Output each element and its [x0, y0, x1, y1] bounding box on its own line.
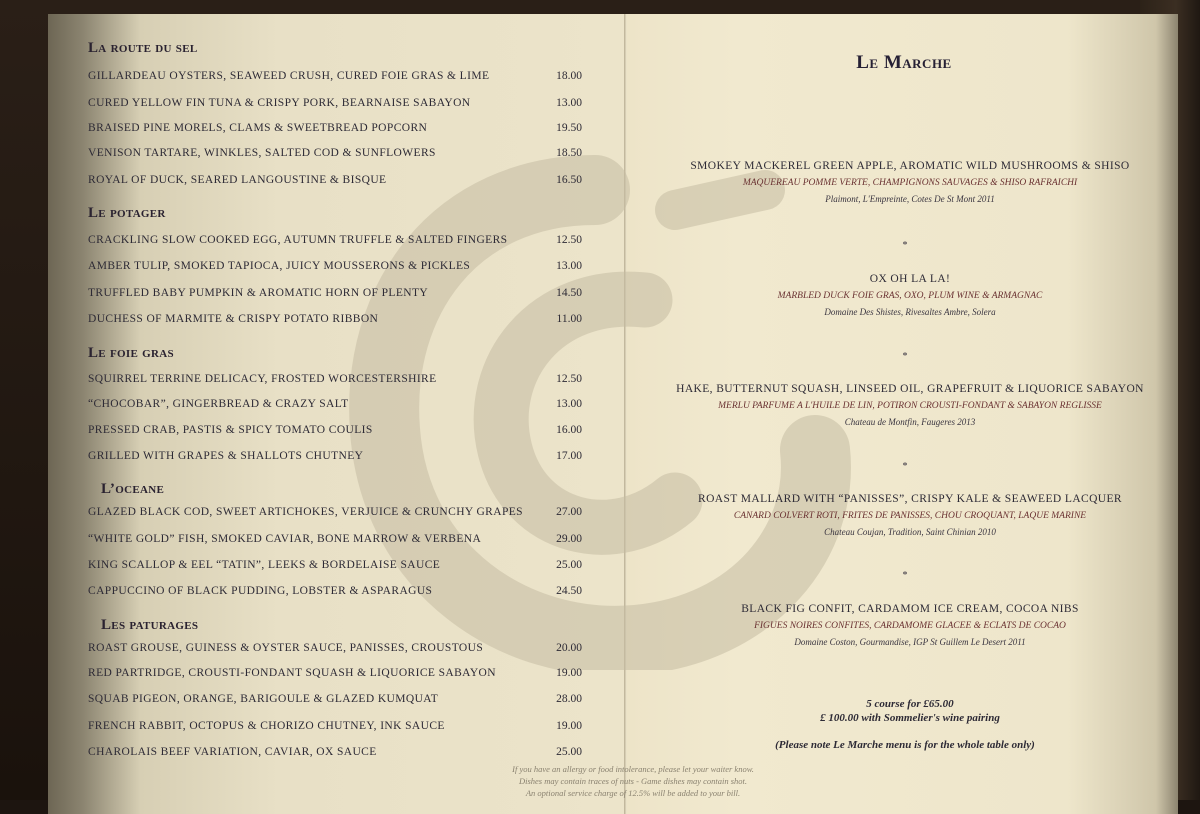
item-name: “WHITE GOLD” FISH, SMOKED CAVIAR, BONE MARROW & VERBENA: [88, 533, 482, 545]
tasting-price: 5 course for £65.00: [866, 698, 954, 710]
allergy-footnote: If you have an allergy or food intolerance, please let your waiter know.: [512, 764, 754, 774]
section-title-les-paturages: Les paturages: [101, 617, 199, 633]
item-name: CAPPUCCINO OF BLACK PUDDING, LOBSTER & ASPARAGUS: [88, 585, 433, 597]
item-price: 12.50: [556, 234, 582, 246]
course-5: [650, 603, 1170, 647]
item-name: ROYAL OF DUCK, SEARED LANGOUSTINE & BISQUE: [88, 174, 387, 186]
item-price: 14.50: [556, 287, 582, 299]
course-french-name: MARBLED DUCK FOIE GRAS, OXO, PLUM WINE & ARMAGNAC: [777, 291, 1043, 301]
course-wine-pairing: Chateau Coujan, Tradition, Saint Chinian 2010: [824, 527, 996, 537]
menu-item: [88, 70, 608, 88]
course-french-name: MERLU PARFUME A L'HUILE DE LIN, POTIRON CROUSTI-FONDANT & SABAYON REGLISSE: [718, 401, 1102, 411]
menu-item: [88, 287, 608, 305]
nuts-footnote: Dishes may contain traces of nuts - Game dishes may contain shot.: [518, 776, 748, 786]
menu-fold: [624, 14, 627, 814]
course-separator: *: [902, 570, 908, 581]
course-wine-pairing: Chateau de Montfin, Faugeres 2013: [844, 417, 976, 427]
item-name: TRUFFLED BABY PUMPKIN & AROMATIC HORN OF PLENTY: [88, 287, 429, 299]
item-price: 28.00: [556, 693, 582, 705]
course-name: OX OH LA LA!: [869, 273, 951, 285]
menu-item: [88, 506, 608, 524]
item-price: 29.00: [556, 533, 582, 545]
menu-item: [88, 373, 608, 391]
item-price: 25.00: [556, 559, 582, 571]
course-separator: *: [902, 240, 908, 251]
course-wine-pairing: Plaimont, L'Empreinte, Cotes De St Mont 2011: [825, 194, 995, 204]
item-name: GILLARDEAU OYSTERS, SEAWEED CRUSH, CURED FOIE GRAS & LIME: [88, 70, 490, 82]
item-name: AMBER TULIP, SMOKED TAPIOCA, JUICY MOUSSERONS & PICKLES: [88, 260, 471, 272]
course-separator: *: [902, 461, 908, 472]
menu-item: [88, 234, 608, 252]
menu-item: [88, 559, 608, 577]
item-name: DUCHESS OF MARMITE & CRISPY POTATO RIBBON: [88, 313, 379, 325]
item-price: 20.00: [556, 642, 582, 654]
item-name: SQUAB PIGEON, ORANGE, BARIGOULE & GLAZED KUMQUAT: [88, 693, 439, 705]
item-price: 17.00: [556, 450, 582, 462]
menu-item: [88, 585, 608, 603]
item-name: ROAST GROUSE, GUINESS & OYSTER SAUCE, PANISSES, CROUSTOUS: [88, 642, 484, 654]
item-name: GLAZED BLACK COD, SWEET ARTICHOKES, VERJUICE & CRUNCHY GRAPES: [88, 506, 523, 518]
course-4: [650, 493, 1170, 537]
menu-item: [88, 746, 608, 764]
whole-table-note: (Please note Le Marche menu is for the whole table only): [775, 739, 1035, 751]
menu-item: [88, 642, 608, 660]
menu-item: [88, 313, 608, 331]
item-name: BRAISED PINE MORELS, CLAMS & SWEETBREAD POPCORN: [88, 122, 428, 134]
course-2: [650, 273, 1170, 317]
menu-item: [88, 122, 608, 140]
menu-item: [88, 147, 608, 165]
item-name: GRILLED WITH GRAPES & SHALLOTS CHUTNEY: [88, 450, 364, 462]
menu-item: [88, 424, 608, 442]
section-title-le-potager: Le potager: [88, 205, 166, 221]
item-price: 27.00: [556, 506, 582, 518]
menu-item: [88, 260, 608, 278]
tasting-menu-title: Le Marche: [856, 52, 952, 73]
item-price: 13.00: [556, 398, 582, 410]
item-name: FRENCH RABBIT, OCTOPUS & CHORIZO CHUTNEY, INK SAUCE: [88, 720, 445, 732]
item-name: SQUIRREL TERRINE DELICACY, FROSTED WORCESTERSHIRE: [88, 373, 437, 385]
course-name: SMOKEY MACKEREL GREEN APPLE, AROMATIC WILD MUSHROOMS & SHISO: [690, 160, 1130, 172]
item-price: 16.00: [556, 424, 582, 436]
section-title-l-oceane: L’oceane: [101, 481, 165, 497]
item-price: 13.00: [556, 97, 582, 109]
item-price: 11.00: [556, 313, 582, 325]
course-name: BLACK FIG CONFIT, CARDAMOM ICE CREAM, COCOA NIBS: [741, 603, 1079, 615]
item-price: 18.50: [556, 147, 582, 159]
item-name: PRESSED CRAB, PASTIS & SPICY TOMATO COULIS: [88, 424, 373, 436]
course-name: HAKE, BUTTERNUT SQUASH, LINSEED OIL, GRAPEFRUIT & LIQUORICE SABAYON: [676, 383, 1144, 395]
menu-item: [88, 720, 608, 738]
item-price: 19.50: [556, 122, 582, 134]
course-1: [650, 160, 1170, 204]
item-price: 24.50: [556, 585, 582, 597]
item-price: 19.00: [556, 667, 582, 679]
menu-item: [88, 693, 608, 711]
item-price: 13.00: [556, 260, 582, 272]
wine-pairing-price: £ 100.00 with Sommelier's wine pairing: [820, 712, 1000, 724]
item-price: 19.00: [556, 720, 582, 732]
item-name: CRACKLING SLOW COOKED EGG, AUTUMN TRUFFLE & SALTED FINGERS: [88, 234, 508, 246]
section-title-le-foie-gras: Le foie gras: [88, 345, 174, 361]
section-title-la-route-du-sel: La route du sel: [88, 40, 198, 56]
course-wine-pairing: Domaine Des Shistes, Rivesaltes Ambre, Solera: [824, 307, 996, 317]
course-wine-pairing: Domaine Coston, Gourmandise, IGP St Guillem Le Desert 2011: [794, 637, 1026, 647]
menu-item: [88, 667, 608, 685]
course-french-name: FIGUES NOIRES CONFITES, CARDAMOME GLACEE & ECLATS DE COCAO: [754, 621, 1066, 631]
item-name: “CHOCOBAR”, GINGERBREAD & CRAZY SALT: [88, 398, 349, 410]
course-french-name: CANARD COLVERT ROTI, FRITES DE PANISSES, CHOU CROQUANT, LAQUE MARINE: [733, 511, 1087, 521]
service-charge-footnote: An optional service charge of 12.5% will be added to your bill.: [525, 788, 741, 798]
course-french-name: MAQUEREAU POMME VERTE, CHAMPIGNONS SAUVAGES & SHISO RAFRAICHI: [742, 178, 1078, 188]
item-price: 18.00: [556, 70, 582, 82]
menu-item: [88, 398, 608, 416]
item-name: CURED YELLOW FIN TUNA & CRISPY PORK, BEARNAISE SABAYON: [88, 97, 471, 109]
menu-item: [88, 533, 608, 551]
course-name: ROAST MALLARD WITH “PANISSES”, CRISPY KALE & SEAWEED LACQUER: [698, 493, 1122, 505]
item-name: VENISON TARTARE, WINKLES, SALTED COD & SUNFLOWERS: [88, 147, 436, 159]
menu-item: [88, 174, 608, 192]
item-name: RED PARTRIDGE, CROUSTI-FONDANT SQUASH & LIQUORICE SABAYON: [88, 667, 496, 679]
course-separator: *: [902, 351, 908, 362]
menu-item: [88, 450, 608, 468]
item-price: 16.50: [556, 174, 582, 186]
item-name: CHAROLAIS BEEF VARIATION, CAVIAR, OX SAUCE: [88, 746, 377, 758]
menu-item: [88, 97, 608, 115]
item-price: 12.50: [556, 373, 582, 385]
course-3: [650, 383, 1170, 427]
item-price: 25.00: [556, 746, 582, 758]
item-name: KING SCALLOP & EEL “TATIN”, LEEKS & BORDELAISE SAUCE: [88, 559, 441, 571]
